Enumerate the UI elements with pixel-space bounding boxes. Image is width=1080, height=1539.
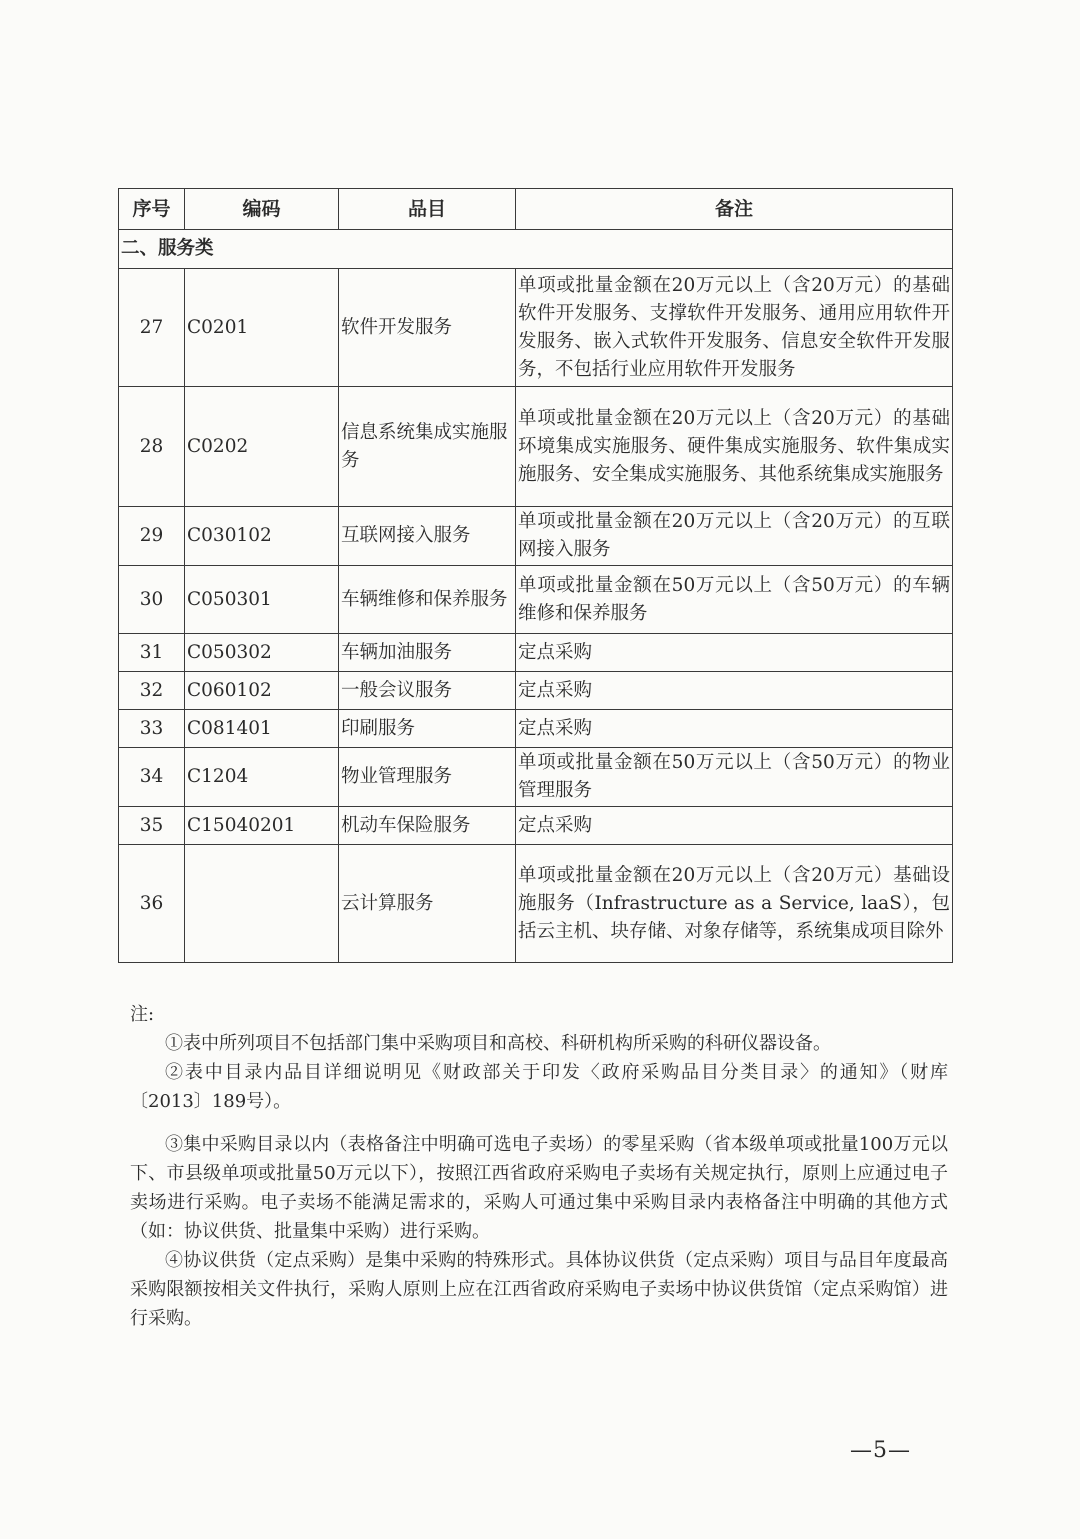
row-note: 单项或批量金额在20万元以上（含20万元）的基础环境集成实施服务、硬件集成实施服务、软件集成实施服务、安全集成实施服务、其他系统集成实施服务 — [516, 387, 953, 507]
header-number: 序号 — [119, 189, 185, 230]
table-row — [119, 634, 953, 672]
notes-title: 注: — [130, 1004, 155, 1025]
table-row — [119, 507, 953, 566]
section-title: 二、服务类 — [119, 230, 953, 269]
row-code: C030102 — [185, 507, 339, 566]
row-number: 36 — [119, 845, 185, 963]
table-row — [119, 269, 953, 387]
table-row — [119, 748, 953, 807]
row-note: 定点采购 — [516, 710, 953, 748]
row-code: C050301 — [185, 566, 339, 634]
row-code — [185, 845, 339, 963]
row-item: 车辆维修和保养服务 — [339, 566, 516, 634]
table-row — [119, 845, 953, 963]
row-note: 定点采购 — [516, 807, 953, 845]
row-note: 单项或批量金额在20万元以上（含20万元）的互联网接入服务 — [516, 507, 953, 566]
row-number: 34 — [119, 748, 185, 807]
procurement-table — [118, 188, 953, 963]
row-number: 32 — [119, 672, 185, 710]
row-item: 软件开发服务 — [339, 269, 516, 387]
row-note: 定点采购 — [516, 634, 953, 672]
row-note: 单项或批量金额在50万元以上（含50万元）的车辆维修和保养服务 — [516, 566, 953, 634]
table-header-row — [119, 189, 953, 230]
row-item: 物业管理服务 — [339, 748, 516, 807]
row-item: 互联网接入服务 — [339, 507, 516, 566]
table-row — [119, 672, 953, 710]
header-remarks: 备注 — [516, 189, 953, 230]
note-2: ②表中目录内品目详细说明见《财政部关于印发〈政府采购品目分类目录〉的通知》（财库〔2013〕189号）。 — [130, 1062, 948, 1112]
row-item: 一般会议服务 — [339, 672, 516, 710]
row-code: C060102 — [185, 672, 339, 710]
row-number: 30 — [119, 566, 185, 634]
notes-section — [130, 1000, 948, 1333]
section-row — [119, 230, 953, 269]
row-item: 机动车保险服务 — [339, 807, 516, 845]
row-number: 29 — [119, 507, 185, 566]
row-item: 云计算服务 — [339, 845, 516, 963]
table-row — [119, 566, 953, 634]
row-code: C15040201 — [185, 807, 339, 845]
row-number: 33 — [119, 710, 185, 748]
row-note: 单项或批量金额在50万元以上（含50万元）的物业管理服务 — [516, 748, 953, 807]
note-4: ④协议供货（定点采购）是集中采购的特殊形式。具体协议供货（定点采购）项目与品目年度最高采购限额按相关文件执行，采购人原则上应在江西省政府采购电子卖场中协议供货馆（定点采购馆）进行采购。 — [130, 1250, 948, 1329]
table-row — [119, 387, 953, 507]
row-code: C1204 — [185, 748, 339, 807]
row-note: 单项或批量金额在20万元以上（含20万元）的基础软件开发服务、支撑软件开发服务、通用应用软件开发服务、嵌入式软件开发服务、信息安全软件开发服务，不包括行业应用软件开发服务 — [516, 269, 953, 387]
row-code: C050302 — [185, 634, 339, 672]
row-item: 印刷服务 — [339, 710, 516, 748]
note-1: ①表中所列项目不包括部门集中采购项目和高校、科研机构所采购的科研仪器设备。 — [165, 1033, 831, 1054]
table-row — [119, 807, 953, 845]
table-row — [119, 710, 953, 748]
header-item: 品目 — [339, 189, 516, 230]
row-note: 定点采购 — [516, 672, 953, 710]
row-note: 单项或批量金额在20万元以上（含20万元）基础设施服务（Infrastructure as a Service, laaS），包括云主机、块存储、对象存储等，系统集成项目除外 — [516, 845, 953, 963]
row-item: 信息系统集成实施服务 — [339, 387, 516, 507]
page-number: —5— — [850, 1438, 911, 1463]
note-3: ③集中采购目录以内（表格备注中明确可选电子卖场）的零星采购（省本级单项或批量100万元以下、市县级单项或批量50万元以下），按照江西省政府采购电子卖场有关规定执行，原则上应通过电子卖场进行采购。电子卖场不能满足需求的，采购人可通过集中采购目录内表格备注中明确的其他方式（如：协议供货、批量集中采购）进行采购。 — [130, 1134, 948, 1242]
row-code: C081401 — [185, 710, 339, 748]
row-number: 31 — [119, 634, 185, 672]
row-number: 35 — [119, 807, 185, 845]
header-code: 编码 — [185, 189, 339, 230]
row-code: C0202 — [185, 387, 339, 507]
row-code: C0201 — [185, 269, 339, 387]
row-item: 车辆加油服务 — [339, 634, 516, 672]
row-number: 27 — [119, 269, 185, 387]
row-number: 28 — [119, 387, 185, 507]
